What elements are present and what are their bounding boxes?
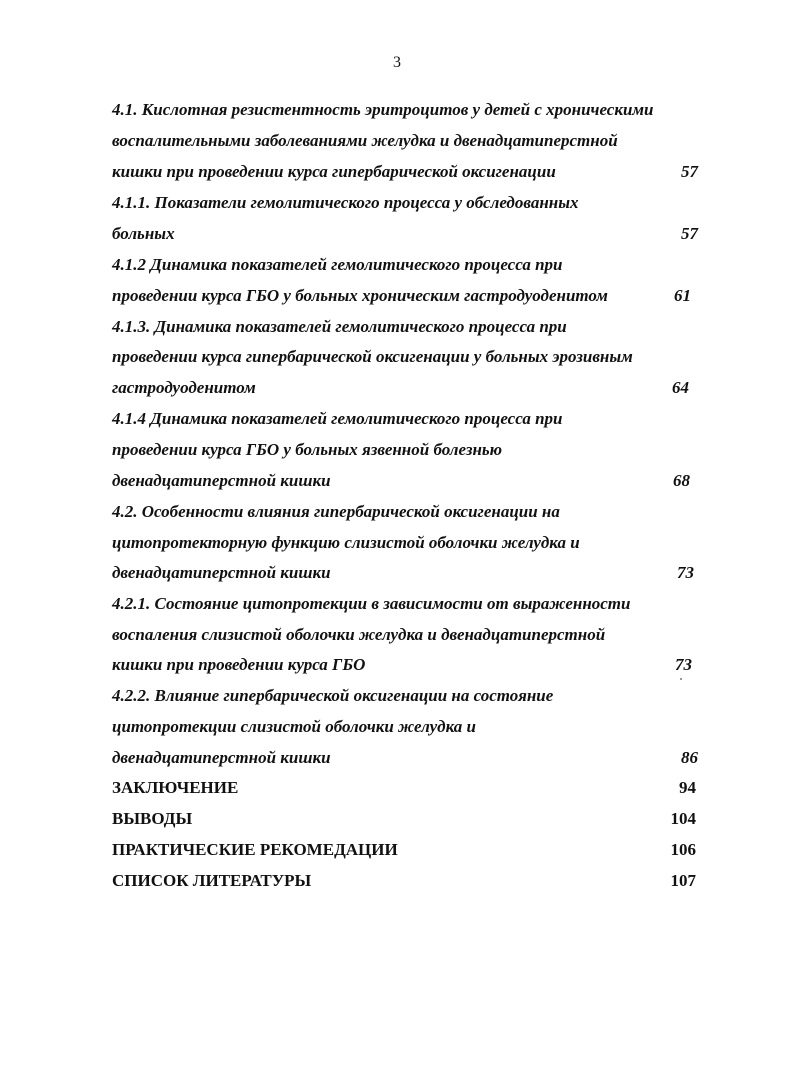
toc-line: 4.1.3. Динамика показателей гемолитического процесса при: [112, 317, 567, 336]
toc-line: 4.2. Особенности влияния гипербарической оксигенации на: [112, 502, 560, 521]
toc-line: цитопротекции слизистой оболочки желудка и: [112, 717, 476, 736]
toc-line: двенадцатиперстной кишки: [112, 748, 331, 767]
toc-section-title: ВЫВОДЫ: [112, 809, 193, 828]
toc-line: больных: [112, 224, 175, 243]
toc-page-ref: 61: [674, 286, 691, 305]
page-number: 3: [393, 54, 401, 71]
toc-page-ref: 57: [681, 224, 698, 243]
toc-page-ref: 57: [681, 162, 698, 181]
toc-page-ref: 64: [672, 378, 689, 397]
toc-line: 4.1.4 Динамика показателей гемолитического процесса при: [112, 409, 563, 428]
toc-section-title: ПРАКТИЧЕСКИЕ РЕКОМЕДАЦИИ: [112, 840, 398, 859]
toc-page-ref: 86: [681, 748, 698, 767]
toc-line: 4.1. Кислотная резистентность эритроцитов у детей с хроническими: [112, 100, 654, 119]
toc-line: цитопротекторную функцию слизистой оболочки желудка и: [112, 533, 580, 552]
toc-section-title: СПИСОК ЛИТЕРАТУРЫ: [112, 871, 312, 890]
toc-line: проведении курса ГБО у больных хроническим гастродуоденитом: [112, 286, 608, 305]
toc-line: гастродуоденитом: [112, 378, 256, 397]
toc-line: проведении курса ГБО у больных язвенной болезнью: [112, 440, 503, 459]
toc-section-page: 104: [670, 809, 696, 828]
toc-line: двенадцатиперстной кишки: [112, 471, 331, 490]
toc-page-ref: 68: [673, 471, 690, 490]
speck: [680, 678, 682, 680]
toc-section-page: 107: [670, 871, 696, 890]
toc-line: воспаления слизистой оболочки желудка и двенадцатиперстной: [112, 625, 606, 644]
toc-section-title: ЗАКЛЮЧЕНИЕ: [112, 778, 239, 797]
toc-line: двенадцатиперстной кишки: [112, 563, 331, 582]
toc-line: 4.2.1. Состояние цитопротекции в зависимости от выраженности: [112, 594, 631, 613]
toc-page-ref: 73: [675, 655, 692, 674]
toc-section-page: 94: [679, 778, 696, 797]
toc-line: воспалительными заболеваниями желудка и двенадцатиперстной: [112, 131, 618, 150]
toc-line: 4.2.2. Влияние гипербарической оксигенации на состояние: [112, 686, 554, 705]
toc-page-ref: 73: [677, 563, 694, 582]
toc-section-page: 106: [670, 840, 696, 859]
toc-line: кишки при проведении курса ГБО: [112, 655, 366, 674]
toc-line: проведении курса гипербарической оксигенации у больных эрозивным: [112, 347, 633, 366]
toc-line: 4.1.1. Показатели гемолитического процесса у обследованных: [112, 193, 579, 212]
toc-line: кишки при проведении курса гипербарической оксигенации: [112, 162, 556, 181]
toc-line: 4.1.2 Динамика показателей гемолитического процесса при: [112, 255, 563, 274]
